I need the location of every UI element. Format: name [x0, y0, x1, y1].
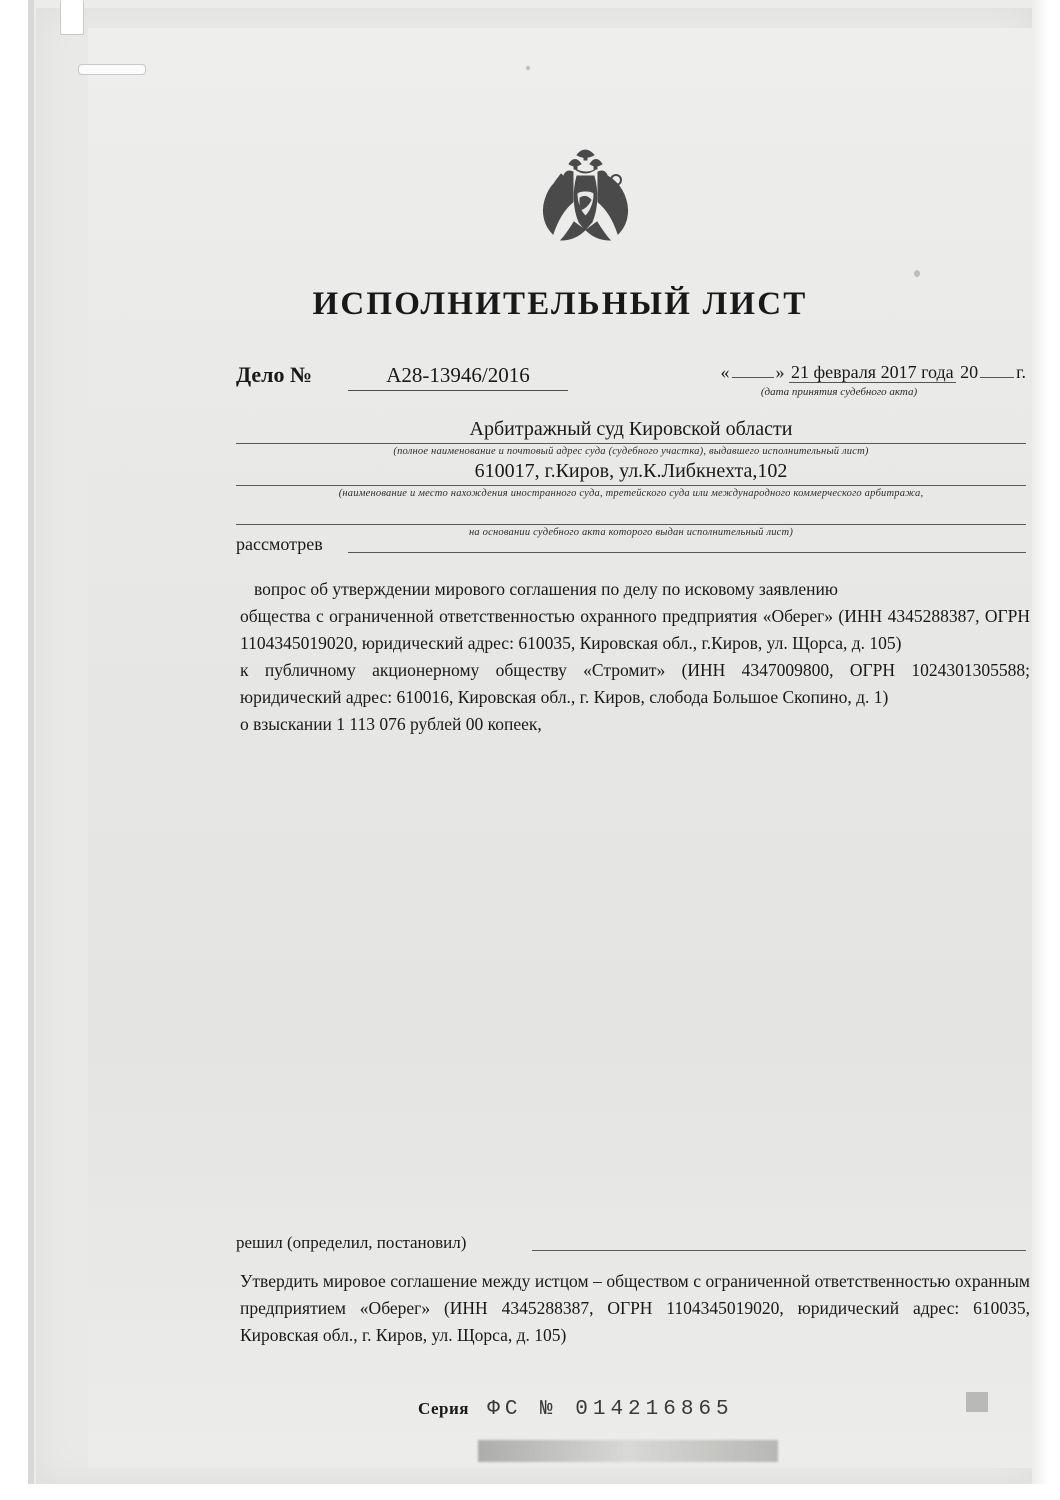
case-label: Дело № — [236, 362, 313, 387]
basis-field — [236, 500, 1026, 538]
decided-rule[interactable] — [532, 1233, 1026, 1251]
page-title: ИСПОЛНИТЕЛЬНЫЙ ЛИСТ — [312, 286, 808, 322]
stamp-mark — [966, 1392, 988, 1412]
court-name[interactable]: Арбитражный суд Кировской области — [236, 418, 1026, 444]
examined-row — [236, 534, 1026, 555]
scan-edge-bottom — [0, 1484, 1060, 1500]
date-block — [686, 362, 1026, 398]
document-content — [88, 28, 1032, 1468]
subject-block — [240, 576, 1030, 738]
scan-edge-right — [1032, 0, 1060, 1500]
date-year-suffix: г. — [1016, 362, 1026, 382]
decided-label: решил (определил, постановил) — [236, 1233, 467, 1252]
case-number-field[interactable]: А28-13946/2016 — [348, 363, 568, 391]
date-line — [686, 362, 1026, 383]
russian-coat-of-arms-icon — [533, 148, 638, 263]
basis-caption: на основании судебного акта которого выдан исполнительный лист) — [468, 527, 794, 538]
court-address[interactable]: 610017, г.Киров, ул.К.Либкнехта,102 — [236, 460, 1026, 486]
court-caption: (полное наименование и почтовый адрес суда (судебного участка), выдавшего исполнительный лист) — [393, 446, 869, 457]
subject-paragraph-2: общества с ограниченной ответственностью охранного предприятия «Оберег» (ИНН 4345288387, ОГРН 1104345019020, юридический адрес: 610035, Кировская обл., г.Киров, ул. Щорса, д. 105) — [240, 606, 1030, 653]
subject-paragraph-1: вопрос об утверждении мирового соглашения по делу по исковому заявлению — [254, 579, 838, 599]
resolution-text: Утвердить мировое соглашение между истцом – обществом с ограниченной ответственностью охранным предприятием «Оберег» (ИНН 4345288387, ОГРН 1104345019020, юридический адрес: 610035, Кировская обл., г. Киров, ул. Щорса, д. 105) — [240, 1271, 1030, 1345]
date-day-blank[interactable] — [732, 377, 774, 378]
address-field — [236, 460, 1026, 499]
subject-paragraph-3: к публичному акционерному обществу «Стромит» (ИНН 4347009800, ОГРН 1024301305588; юридический адрес: 610016, Кировская обл., г. Киров, слобода Большое Скопино, д. 1) — [240, 660, 1030, 707]
examined-label: рассмотрев — [236, 534, 323, 554]
date-quote-open: « — [720, 362, 730, 382]
basis-value[interactable] — [236, 500, 1026, 525]
scan-smudge — [478, 1440, 778, 1462]
subject-paragraph-4: о взыскании 1 113 076 рублей 00 копеек, — [240, 714, 542, 734]
date-year-prefix: 20 — [960, 362, 979, 382]
decided-row — [236, 1233, 1026, 1253]
binder-clip-mark — [78, 64, 146, 75]
date-year-blank[interactable] — [980, 377, 1014, 378]
date-value[interactable]: 21 февраля 2017 года — [791, 362, 954, 382]
date-quote-close: » — [775, 362, 785, 382]
binder-hole — [60, 0, 84, 35]
series-row — [418, 1398, 978, 1421]
address-caption: (наименование и место нахождения иностранного суда, третейского суда или международного коммерческого арбитража, — [338, 488, 924, 499]
paper-sheet — [36, 8, 1032, 1484]
scan-speck — [914, 270, 920, 277]
series-label: Серия — [418, 1399, 469, 1418]
series-number: ФС № 014216865 — [487, 1398, 734, 1421]
paper-surface — [88, 28, 1032, 1468]
case-row — [236, 362, 1026, 396]
court-field — [236, 418, 1026, 457]
scan-speck — [526, 66, 530, 70]
date-caption: (дата принятия судебного акта) — [760, 386, 918, 398]
examined-rule[interactable] — [348, 534, 1026, 553]
